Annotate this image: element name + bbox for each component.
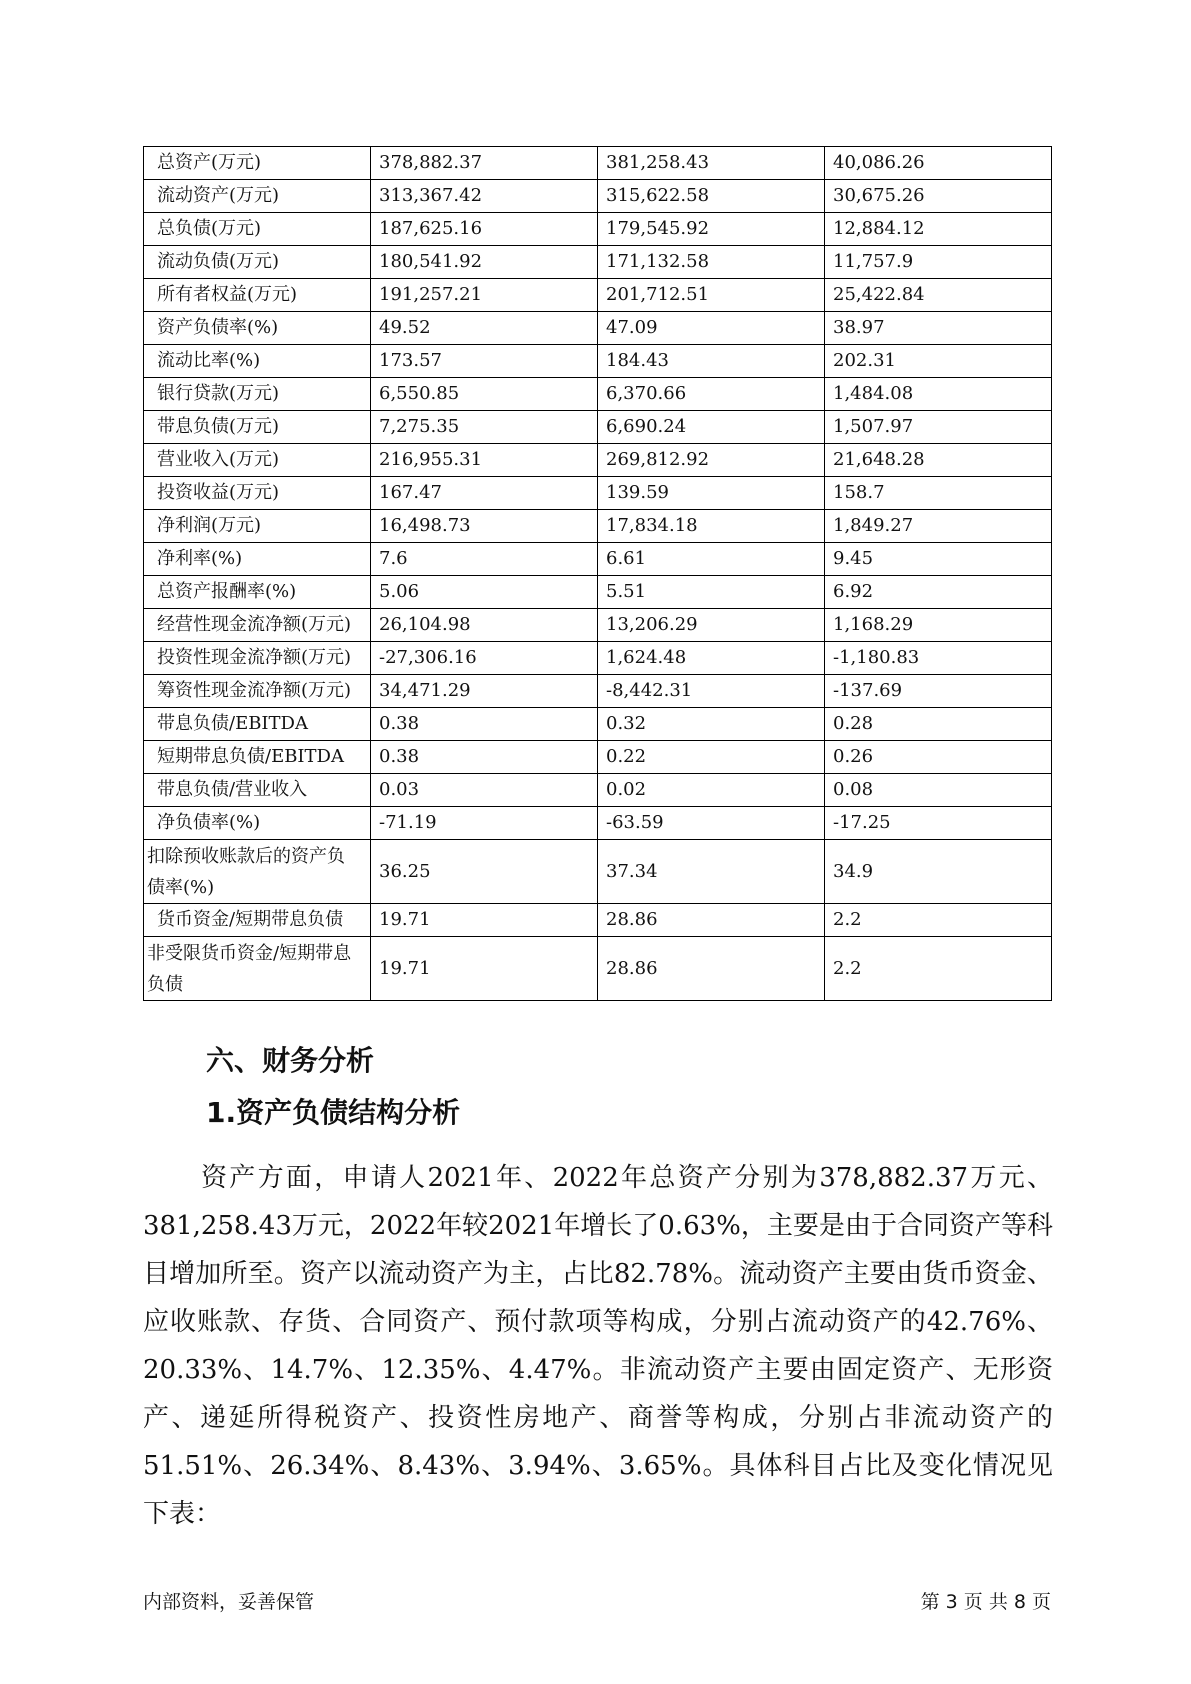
value-cell: -71.19 — [371, 807, 598, 840]
value-cell: 0.38 — [371, 741, 598, 774]
table-row — [144, 708, 1052, 741]
value-cell: -27,306.16 — [371, 642, 598, 675]
row-label-cell: 扣除预收账款后的资产负债率(%) — [144, 840, 371, 904]
value-cell: -17.25 — [825, 807, 1052, 840]
value-cell: 11,757.9 — [825, 246, 1052, 279]
value-cell: 1,624.48 — [598, 642, 825, 675]
value-cell: 179,545.92 — [598, 213, 825, 246]
table-row — [144, 609, 1052, 642]
value-cell: 5.06 — [371, 576, 598, 609]
row-label-cell: 带息负债(万元) — [144, 411, 371, 444]
table-row — [144, 937, 1052, 1001]
body-paragraph: 资产方面，申请人2021年、2022年总资产分别为378,882.37万元、381,258.43万元，2022年较2021年增长了0.63%，主要是由于合同资产等科目增加所至。资产以流动资产为主，占比82.78%。流动资产主要由货币资金、应收账款、存货、合同资产、预付款项等构成，分别占流动资产的42.76%、20.33%、14.7%、12.35%、4.47%。非流动资产主要由固定资产、无形资产、递延所得税资产、投资性房地产、商誉等构成，分别占非流动资产的51.51%、26.34%、8.43%、3.94%、3.65%。具体科目占比及变化情况见下表： — [143, 1163, 1053, 1529]
row-label-cell: 资产负债率(%) — [144, 312, 371, 345]
table-row — [144, 807, 1052, 840]
value-cell: 158.7 — [825, 477, 1052, 510]
value-cell: 7,275.35 — [371, 411, 598, 444]
row-label-cell: 总资产(万元) — [144, 147, 371, 180]
value-cell: 1,849.27 — [825, 510, 1052, 543]
value-cell: 167.47 — [371, 477, 598, 510]
sub-heading: 1.资产负债结构分析 — [206, 1096, 461, 1129]
row-label-cell: 所有者权益(万元) — [144, 279, 371, 312]
value-cell: 47.09 — [598, 312, 825, 345]
value-cell: 34.9 — [825, 840, 1052, 904]
value-cell: 184.43 — [598, 345, 825, 378]
value-cell: 0.03 — [371, 774, 598, 807]
value-cell: 19.71 — [371, 937, 598, 1001]
table-row — [144, 180, 1052, 213]
value-cell: 187,625.16 — [371, 213, 598, 246]
value-cell: 9.45 — [825, 543, 1052, 576]
table-row — [144, 774, 1052, 807]
footer-page-number: 第 3 页 共 8 页 — [920, 1591, 1051, 1613]
value-cell: 28.86 — [598, 937, 825, 1001]
value-cell: 1,168.29 — [825, 609, 1052, 642]
value-cell: 19.71 — [371, 904, 598, 937]
value-cell: 21,648.28 — [825, 444, 1052, 477]
value-cell: 2.2 — [825, 904, 1052, 937]
row-label-cell: 净负债率(%) — [144, 807, 371, 840]
value-cell: 25,422.84 — [825, 279, 1052, 312]
table-row — [144, 378, 1052, 411]
value-cell: 30,675.26 — [825, 180, 1052, 213]
financial-indicators-table — [143, 146, 1052, 1001]
value-cell: 216,955.31 — [371, 444, 598, 477]
value-cell: 6.61 — [598, 543, 825, 576]
row-label-cell: 总资产报酬率(%) — [144, 576, 371, 609]
value-cell: 0.38 — [371, 708, 598, 741]
table-row — [144, 840, 1052, 904]
row-label-cell: 营业收入(万元) — [144, 444, 371, 477]
table-row — [144, 345, 1052, 378]
row-label-cell: 筹资性现金流净额(万元) — [144, 675, 371, 708]
table-row — [144, 444, 1052, 477]
value-cell: 139.59 — [598, 477, 825, 510]
row-label-cell: 短期带息负债/EBITDA — [144, 741, 371, 774]
value-cell: 6,550.85 — [371, 378, 598, 411]
value-cell: 378,882.37 — [371, 147, 598, 180]
value-cell: 37.34 — [598, 840, 825, 904]
value-cell: 7.6 — [371, 543, 598, 576]
row-label-cell: 投资收益(万元) — [144, 477, 371, 510]
value-cell: 2.2 — [825, 937, 1052, 1001]
value-cell: 0.02 — [598, 774, 825, 807]
financial-indicators-table-body — [144, 147, 1052, 1001]
table-row — [144, 477, 1052, 510]
value-cell: 315,622.58 — [598, 180, 825, 213]
table-row — [144, 576, 1052, 609]
value-cell: 1,507.97 — [825, 411, 1052, 444]
value-cell: 40,086.26 — [825, 147, 1052, 180]
row-label-cell: 货币资金/短期带息负债 — [144, 904, 371, 937]
value-cell: 6,370.66 — [598, 378, 825, 411]
value-cell: 173.57 — [371, 345, 598, 378]
value-cell: 171,132.58 — [598, 246, 825, 279]
value-cell: 0.08 — [825, 774, 1052, 807]
value-cell: 49.52 — [371, 312, 598, 345]
value-cell: -8,442.31 — [598, 675, 825, 708]
table-row — [144, 213, 1052, 246]
value-cell: 16,498.73 — [371, 510, 598, 543]
row-label-cell: 流动比率(%) — [144, 345, 371, 378]
table-row — [144, 246, 1052, 279]
row-label-cell: 带息负债/EBITDA — [144, 708, 371, 741]
value-cell: -1,180.83 — [825, 642, 1052, 675]
value-cell: 201,712.51 — [598, 279, 825, 312]
value-cell: 0.28 — [825, 708, 1052, 741]
value-cell: 0.26 — [825, 741, 1052, 774]
value-cell: 28.86 — [598, 904, 825, 937]
value-cell: 269,812.92 — [598, 444, 825, 477]
table-row — [144, 741, 1052, 774]
table-row — [144, 279, 1052, 312]
value-cell: 6.92 — [825, 576, 1052, 609]
value-cell: 34,471.29 — [371, 675, 598, 708]
row-label-cell: 银行贷款(万元) — [144, 378, 371, 411]
section-heading: 六、财务分析 — [206, 1044, 375, 1077]
table-row — [144, 411, 1052, 444]
table-row — [144, 642, 1052, 675]
table-row — [144, 543, 1052, 576]
row-label-cell: 流动资产(万元) — [144, 180, 371, 213]
row-label-cell: 经营性现金流净额(万元) — [144, 609, 371, 642]
row-label-cell: 非受限货币资金/短期带息负债 — [144, 937, 371, 1001]
value-cell: 0.22 — [598, 741, 825, 774]
value-cell: 6,690.24 — [598, 411, 825, 444]
value-cell: 26,104.98 — [371, 609, 598, 642]
footer-confidential-note: 内部资料，妥善保管 — [143, 1591, 315, 1613]
row-label-cell: 净利润(万元) — [144, 510, 371, 543]
row-label-cell: 投资性现金流净额(万元) — [144, 642, 371, 675]
value-cell: 12,884.12 — [825, 213, 1052, 246]
value-cell: 13,206.29 — [598, 609, 825, 642]
value-cell: 5.51 — [598, 576, 825, 609]
table-row — [144, 312, 1052, 345]
row-label-cell: 净利率(%) — [144, 543, 371, 576]
value-cell: 38.97 — [825, 312, 1052, 345]
value-cell: 1,484.08 — [825, 378, 1052, 411]
value-cell: 191,257.21 — [371, 279, 598, 312]
value-cell: 0.32 — [598, 708, 825, 741]
value-cell: 17,834.18 — [598, 510, 825, 543]
value-cell: 202.31 — [825, 345, 1052, 378]
table-row — [144, 904, 1052, 937]
row-label-cell: 总负债(万元) — [144, 213, 371, 246]
value-cell: -63.59 — [598, 807, 825, 840]
table-row — [144, 675, 1052, 708]
table-row — [144, 510, 1052, 543]
table-row — [144, 147, 1052, 180]
value-cell: 36.25 — [371, 840, 598, 904]
value-cell: -137.69 — [825, 675, 1052, 708]
row-label-cell: 流动负债(万元) — [144, 246, 371, 279]
value-cell: 313,367.42 — [371, 180, 598, 213]
row-label-cell: 带息负债/营业收入 — [144, 774, 371, 807]
value-cell: 381,258.43 — [598, 147, 825, 180]
value-cell: 180,541.92 — [371, 246, 598, 279]
